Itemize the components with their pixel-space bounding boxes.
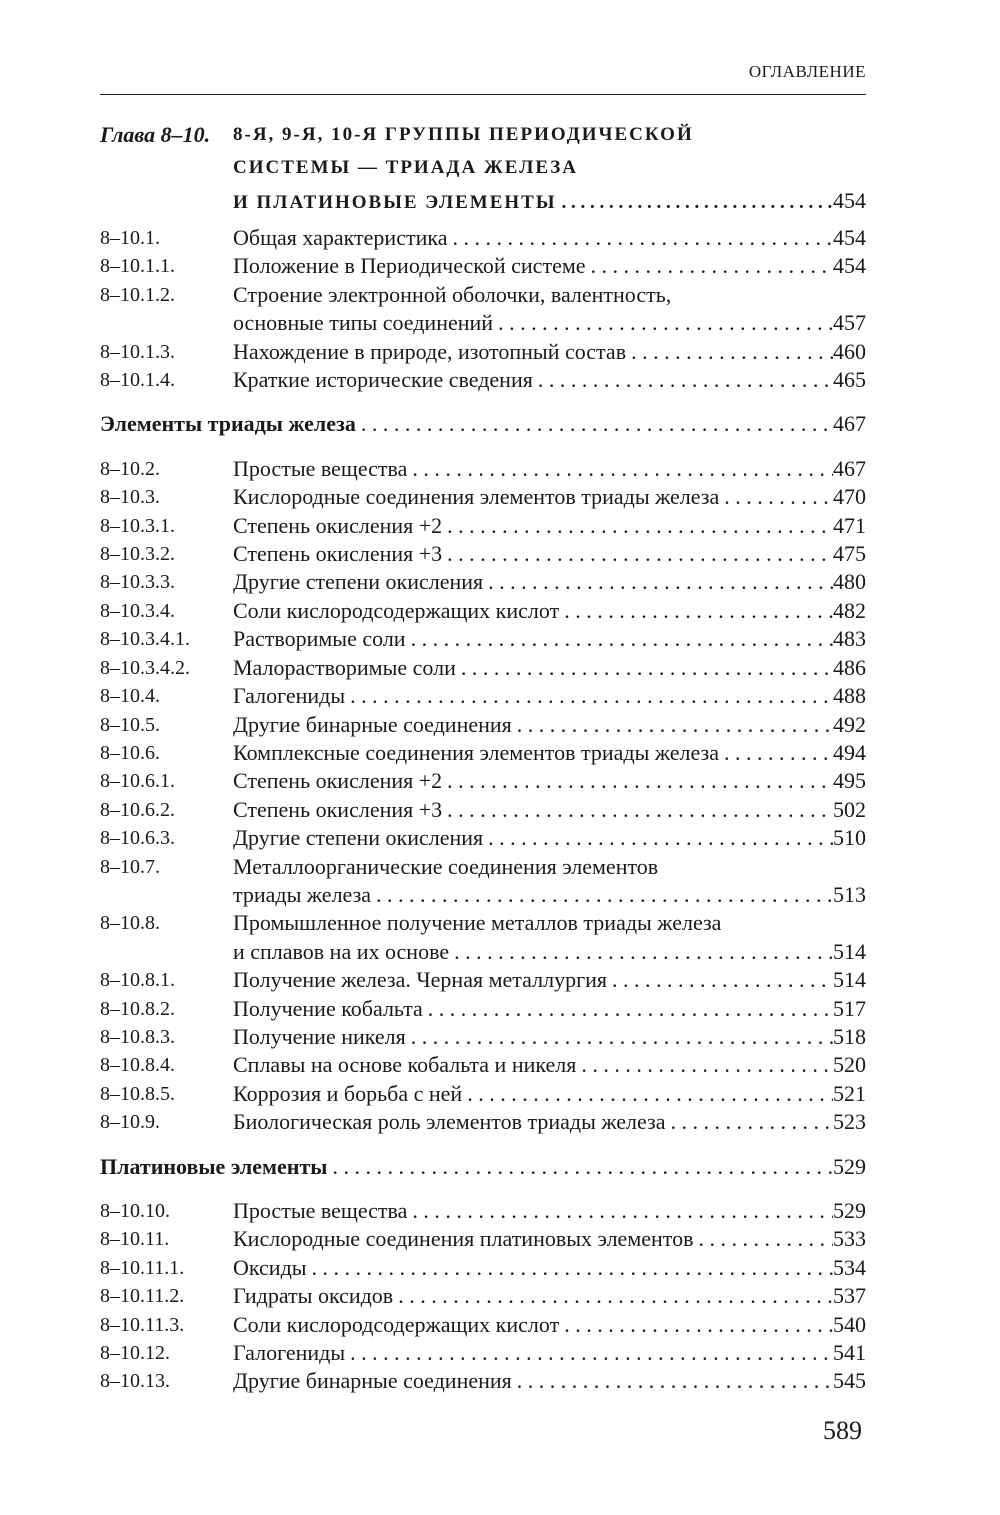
toc-entry[interactable]: [100, 597, 866, 625]
entry-page: 514: [833, 967, 866, 993]
dot-leader: [557, 186, 833, 219]
toc-entry[interactable]: [100, 824, 866, 852]
entry-number: 8–10.3.4.1.: [100, 628, 190, 651]
entry-number: 8–10.9.: [100, 1111, 160, 1134]
entry-title-line: Оксиды: [233, 1254, 307, 1280]
toc-entry[interactable]: [100, 909, 866, 966]
dot-leader: [407, 455, 833, 483]
entry-number: 8–10.8.3.: [100, 1025, 175, 1048]
entry-number: 8–10.8.4.: [100, 1054, 175, 1077]
entry-last-line: [233, 512, 866, 540]
entry-number: 8–10.11.1.: [100, 1256, 185, 1279]
entry-number: 8–10.6.2.: [100, 798, 175, 821]
dot-leader: [719, 483, 833, 511]
entry-body: [233, 625, 866, 653]
entry-body: [233, 1023, 866, 1051]
toc-entry[interactable]: [100, 281, 866, 338]
section-title: Элементы триады железа: [100, 411, 356, 437]
toc-entry[interactable]: [100, 338, 866, 366]
entry-title-line: Соли кислородсодержащих кислот: [233, 1311, 560, 1337]
entry-last-line: [233, 796, 866, 824]
entry-last-line: [233, 995, 866, 1023]
entry-title-line: Строение электронной оболочки, валентность,: [233, 281, 672, 307]
dot-leader: [442, 540, 833, 568]
dot-leader: [607, 966, 833, 994]
entry-page: 494: [833, 739, 866, 765]
entry-page: 480: [833, 569, 866, 595]
toc-entry[interactable]: [100, 711, 866, 739]
dot-leader: [442, 796, 833, 824]
entry-body: [233, 252, 866, 280]
entry-title-line: Общая характеристика: [233, 225, 448, 250]
dot-leader: [345, 682, 833, 710]
entry-body: [233, 366, 866, 394]
entry-last-line: [233, 1339, 866, 1367]
entry-number: 8–10.8.: [100, 912, 160, 935]
page-number: 589: [823, 1416, 862, 1445]
entry-title-line: триады железа: [233, 881, 372, 907]
entry-title-line: Получение кобальта: [233, 995, 423, 1021]
entry-last-line: [233, 568, 866, 596]
dot-leader: [442, 512, 833, 540]
entry-page: 513: [833, 881, 866, 907]
dot-leader: [493, 309, 833, 337]
entry-title-line: Растворимые соли: [233, 626, 406, 652]
entry-page: 486: [833, 654, 866, 680]
section-title: Платиновые элементы: [100, 1153, 328, 1179]
entry-title-line: Другие степени окисления: [233, 569, 484, 595]
entry-body: [233, 824, 866, 852]
entry-title-line: Кислородные соединения платиновых элементов: [233, 1226, 694, 1252]
entry-number: 8–10.6.3.: [100, 827, 175, 850]
dot-leader: [371, 881, 833, 909]
entry-last-line: [233, 455, 866, 483]
toc-section-iron-triad[interactable]: [100, 410, 866, 438]
entry-number: 8–10.2.: [100, 457, 160, 480]
entry-page: 502: [833, 796, 866, 822]
entry-page: 520: [833, 1052, 866, 1078]
toc-entry[interactable]: [100, 1339, 866, 1367]
entry-page: 460: [833, 338, 866, 364]
dot-leader: [449, 938, 833, 966]
section-page: 467: [833, 411, 866, 437]
entry-last-line: [233, 224, 866, 252]
dot-leader: [512, 1367, 833, 1395]
entry-title-line: Степень окисления +2: [233, 768, 443, 794]
entry-body: [233, 540, 866, 568]
entry-title-line: Кислородные соединения элементов триады железа: [233, 484, 720, 510]
entry-body: [233, 1254, 866, 1282]
dot-leader: [307, 1254, 833, 1282]
entry-page: 537: [833, 1283, 866, 1309]
entry-title-line: Комплексные соединения элементов триады железа: [233, 739, 719, 765]
toc-entry[interactable]: [100, 1051, 866, 1079]
toc-entry[interactable]: [100, 252, 866, 280]
dot-leader: [483, 568, 833, 596]
entry-body: [233, 1339, 866, 1367]
entry-last-line: [233, 338, 866, 366]
dot-leader: [533, 366, 833, 394]
toc-entry[interactable]: [100, 455, 866, 483]
dot-leader: [626, 338, 833, 366]
entry-body: [233, 654, 866, 682]
dot-leader: [442, 767, 833, 795]
toc-section-platinum[interactable]: [100, 1153, 866, 1181]
chapter-page: 454: [833, 188, 866, 213]
entry-page: 534: [833, 1254, 866, 1280]
entry-number: 8–10.6.1.: [100, 770, 175, 793]
entry-last-line: [233, 682, 866, 710]
entry-last-line: [233, 625, 866, 653]
entry-title-line: Положение в Периодической системе: [233, 253, 586, 279]
entry-title-line: основные типы соединений: [233, 310, 494, 336]
dot-leader: [483, 824, 833, 852]
toc-entry[interactable]: [100, 1311, 866, 1339]
entry-number: 8–10.3.4.2.: [100, 656, 190, 679]
entry-title-line: Промышленное получение металлов триады железа: [233, 910, 722, 936]
entry-number: 8–10.3.: [100, 486, 160, 509]
entry-body: [233, 281, 866, 338]
toc-entry[interactable]: [100, 1023, 866, 1051]
toc-entry[interactable]: [100, 540, 866, 568]
entry-number: 8–10.8.1.: [100, 969, 175, 992]
entry-title-line: Биологическая роль элементов триады железа: [233, 1109, 666, 1135]
entry-last-line: [233, 881, 866, 909]
entry-last-line: [233, 711, 866, 739]
entry-title-line: Получение никеля: [233, 1023, 406, 1049]
entry-last-line: [233, 938, 866, 966]
toc-entry[interactable]: [100, 366, 866, 394]
toc-entry[interactable]: [100, 483, 866, 511]
entry-number: 8–10.1.4.: [100, 369, 175, 392]
entry-last-line: [233, 252, 866, 280]
entry-number: 8–10.1.: [100, 227, 160, 249]
entry-body: [233, 1282, 866, 1310]
entry-body: [233, 909, 866, 966]
dot-leader: [406, 625, 833, 653]
dot-leader: [423, 995, 833, 1023]
entry-number: 8–10.13.: [100, 1370, 170, 1393]
toc-entry[interactable]: [100, 1254, 866, 1282]
entry-body: [233, 512, 866, 540]
dot-leader: [719, 739, 833, 767]
entry-body: [233, 568, 866, 596]
entry-page: 517: [833, 995, 866, 1021]
entry-last-line: [233, 1080, 866, 1108]
entry-number: 8–10.6.: [100, 741, 160, 764]
toc-group-general: [100, 224, 866, 394]
entry-body: [233, 1311, 866, 1339]
entry-page: 454: [833, 253, 866, 279]
entry-number: 8–10.1.1.: [100, 255, 175, 278]
entry-title-line: Сплавы на основе кобальта и никеля: [233, 1052, 577, 1078]
entry-title-line: и сплавов на их основе: [233, 938, 450, 964]
entry-body: [233, 739, 866, 767]
entry-page: 545: [833, 1368, 866, 1394]
entry-number: 8–10.3.4.: [100, 599, 175, 622]
entry-title-line: Степень окисления +3: [233, 541, 443, 567]
entry-last-line: [233, 1108, 866, 1136]
entry-page: 471: [833, 512, 866, 538]
entry-page: 488: [833, 683, 866, 709]
entry-body: [233, 682, 866, 710]
entry-number: 8–10.8.5.: [100, 1082, 175, 1105]
toc-entry[interactable]: [100, 995, 866, 1023]
entry-page: 492: [833, 711, 866, 737]
toc-entry[interactable]: [100, 625, 866, 653]
dot-leader: [694, 1225, 834, 1253]
entry-last-line: [233, 540, 866, 568]
toc-entry[interactable]: [100, 1367, 866, 1395]
entry-number: 8–10.3.1.: [100, 514, 175, 537]
entry-number: 8–10.1.2.: [100, 283, 175, 306]
entry-page: 514: [833, 938, 866, 964]
entry-page: 518: [833, 1023, 866, 1049]
entry-last-line: [233, 1225, 866, 1253]
entry-title-line: Получение железа. Черная металлургия: [233, 967, 607, 993]
entry-last-line: [233, 1311, 866, 1339]
dot-leader: [393, 1282, 833, 1310]
dot-leader: [327, 1153, 833, 1181]
entry-title-line: Гидраты оксидов: [233, 1283, 394, 1309]
entry-body: [233, 338, 866, 366]
dot-leader: [356, 410, 833, 438]
toc-group-iron-triad: [100, 455, 866, 1137]
entry-number: 8–10.10.: [100, 1200, 170, 1222]
entry-title-line: Другие бинарные соединения: [233, 1368, 512, 1394]
entry-page: 533: [833, 1226, 866, 1252]
dot-leader: [406, 1023, 833, 1051]
toc-entry[interactable]: [100, 1080, 866, 1108]
entry-title-line: Металлоорганические соединения элементов: [233, 853, 659, 879]
entry-title-line: Коррозия и борьба с ней: [233, 1080, 463, 1106]
toc-entry[interactable]: [100, 682, 866, 710]
dot-leader: [559, 1311, 833, 1339]
toc-entry[interactable]: [100, 568, 866, 596]
entry-number: 8–10.4.: [100, 685, 160, 708]
entry-body: [233, 1051, 866, 1079]
entry-last-line: [233, 767, 866, 795]
entry-body: [233, 966, 866, 994]
dot-leader: [559, 597, 833, 625]
entry-page: 467: [833, 455, 866, 481]
entry-number: 8–10.8.2.: [100, 997, 175, 1020]
entry-page: 529: [833, 1198, 866, 1223]
toc-entry[interactable]: [100, 1108, 866, 1136]
entry-last-line: [233, 654, 866, 682]
entry-body: [233, 224, 866, 252]
dot-leader: [462, 1080, 833, 1108]
chapter-title-line: СИСТЕМЫ — ТРИАДА ЖЕЛЕЗА: [233, 157, 578, 178]
entry-last-line: [233, 1023, 866, 1051]
section-page: 529: [833, 1153, 866, 1179]
entry-page: 482: [833, 597, 866, 623]
entry-body: [233, 995, 866, 1023]
entry-last-line: [233, 366, 866, 394]
entry-number: 8–10.3.2.: [100, 543, 175, 566]
toc-entry[interactable]: [100, 853, 866, 910]
entry-number: 8–10.1.3.: [100, 340, 175, 363]
toc-list: [100, 224, 866, 1396]
entry-body: [233, 711, 866, 739]
entry-title-line: Галогениды: [233, 683, 346, 709]
entry-body: [233, 1367, 866, 1395]
entry-body: [233, 483, 866, 511]
entry-last-line: [233, 739, 866, 767]
entry-title-line: Другие степени окисления: [233, 825, 484, 851]
entry-last-line: [233, 966, 866, 994]
entry-number: 8–10.11.: [100, 1228, 170, 1251]
entry-last-line: [233, 1051, 866, 1079]
chapter-title-line: И ПЛАТИНОВЫЕ ЭЛЕМЕНТЫ: [233, 192, 557, 213]
dot-leader: [407, 1197, 833, 1225]
toc-entry[interactable]: [100, 224, 866, 252]
entry-page: 510: [833, 825, 866, 851]
entry-last-line: [233, 1367, 866, 1395]
entry-page: 521: [833, 1080, 866, 1106]
entry-body: [233, 1108, 866, 1136]
entry-title-line: Краткие исторические сведения: [233, 367, 533, 393]
entry-last-line: [233, 597, 866, 625]
header-rule: [100, 94, 866, 95]
toc-entry[interactable]: [100, 739, 866, 767]
entry-page: 465: [833, 367, 866, 393]
entry-body: [233, 796, 866, 824]
dot-leader: [345, 1339, 833, 1367]
dot-leader: [576, 1051, 833, 1079]
entry-title-line: Простые вещества: [233, 455, 408, 481]
entry-page: 454: [833, 225, 866, 250]
toc-group-platinum: [100, 1197, 866, 1396]
toc-entry[interactable]: [100, 654, 866, 682]
entry-number: 8–10.3.3.: [100, 571, 175, 594]
entry-body: [233, 1225, 866, 1253]
entry-title-line: Простые вещества: [233, 1198, 408, 1223]
entry-body: [233, 597, 866, 625]
entry-body: [233, 455, 866, 483]
entry-last-line: [233, 483, 866, 511]
entry-page: 541: [833, 1340, 866, 1366]
entry-body: [233, 767, 866, 795]
entry-body: [233, 1197, 866, 1225]
chapter-label: Глава 8–10.: [100, 122, 211, 147]
entry-number: 8–10.7.: [100, 855, 160, 878]
toc-entry[interactable]: [100, 1225, 866, 1253]
toc-entry[interactable]: [100, 512, 866, 540]
entry-title-line: Другие бинарные соединения: [233, 711, 512, 737]
entry-page: 483: [833, 626, 866, 652]
entry-number: 8–10.5.: [100, 713, 160, 736]
dot-leader: [586, 252, 833, 280]
entry-title-line: Степень окисления +3: [233, 796, 443, 822]
entry-last-line: [233, 309, 866, 337]
entry-page: 540: [833, 1311, 866, 1337]
entry-page: 523: [833, 1109, 866, 1135]
entry-page: 475: [833, 541, 866, 567]
entry-page: 470: [833, 484, 866, 510]
toc-entry[interactable]: [100, 1282, 866, 1310]
entry-body: [233, 1080, 866, 1108]
dot-leader: [666, 1108, 834, 1136]
entry-page: 457: [833, 310, 866, 336]
toc-entry[interactable]: [100, 1197, 866, 1225]
entry-last-line: [233, 1282, 866, 1310]
entry-title-line: Малорастворимые соли: [233, 654, 456, 680]
toc-entry[interactable]: [100, 767, 866, 795]
entry-last-line: [233, 824, 866, 852]
entry-number: 8–10.11.2.: [100, 1285, 185, 1308]
entry-body: [233, 853, 866, 910]
entry-page: 495: [833, 768, 866, 794]
entry-title-line: Соли кислородсодержащих кислот: [233, 597, 560, 623]
entry-title-line: Степень окисления +2: [233, 512, 443, 538]
entry-title-line: Галогениды: [233, 1340, 346, 1366]
chapter-title-line: 8-Я, 9-Я, 10-Я ГРУППЫ ПЕРИОДИЧЕСКОЙ: [233, 124, 694, 145]
running-head: ОГЛАВЛЕНИЕ: [748, 62, 866, 81]
entry-last-line: [233, 1197, 866, 1225]
dot-leader: [447, 224, 833, 252]
dot-leader: [512, 711, 833, 739]
entry-number: 8–10.12.: [100, 1342, 170, 1365]
chapter-title: [233, 118, 866, 219]
dot-leader: [456, 654, 833, 682]
entry-title-line: Нахождение в природе, изотопный состав: [233, 338, 627, 364]
toc-entry[interactable]: [100, 796, 866, 824]
entry-last-line: [233, 1254, 866, 1282]
toc-entry[interactable]: [100, 966, 866, 994]
entry-number: 8–10.11.3.: [100, 1313, 185, 1336]
